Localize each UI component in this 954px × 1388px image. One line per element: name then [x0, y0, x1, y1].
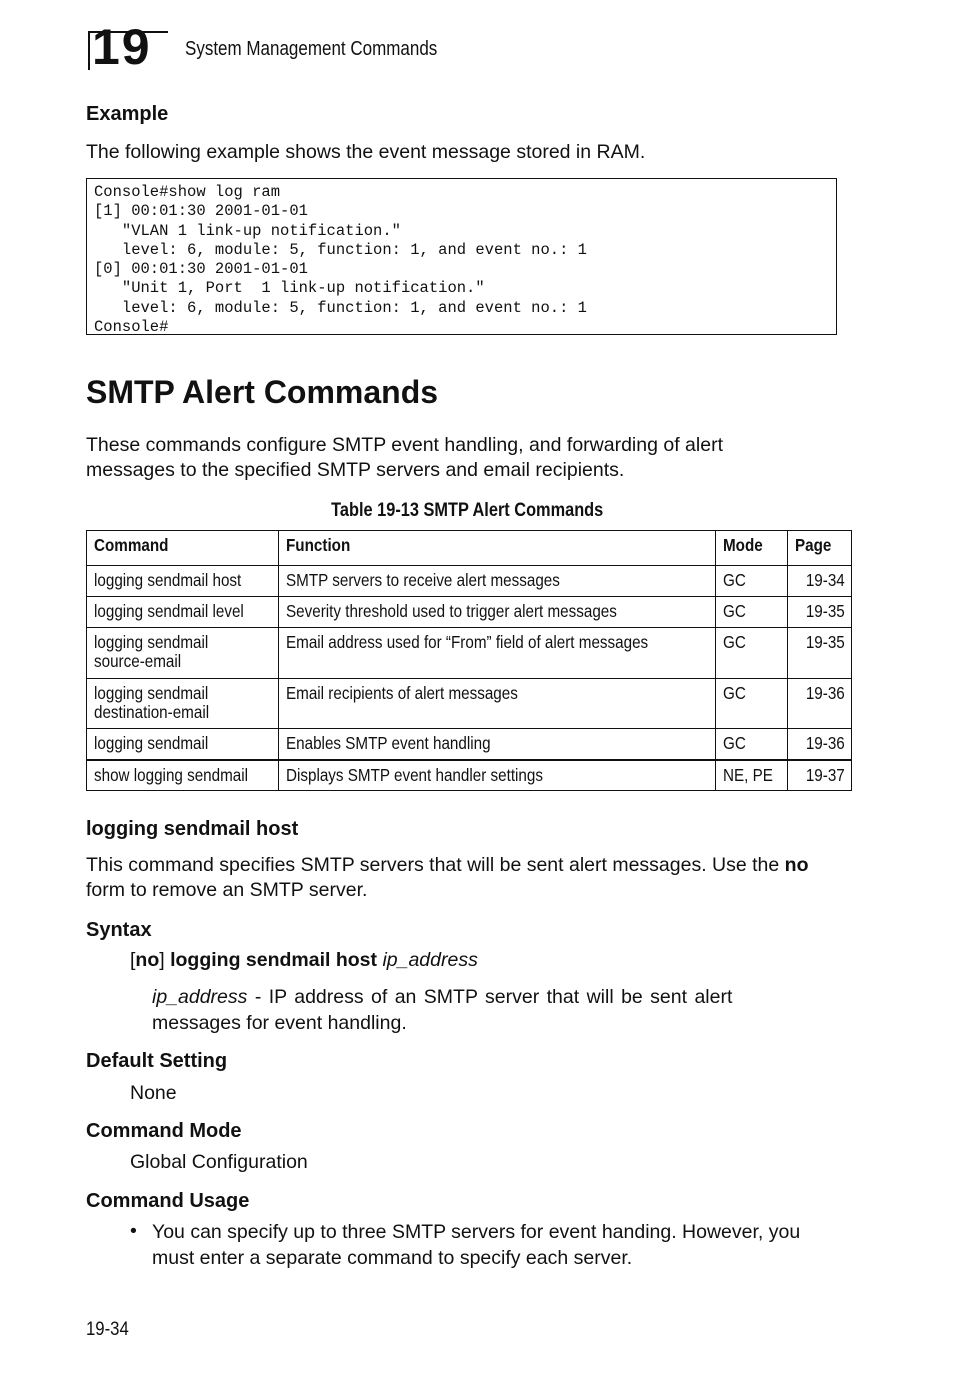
section-title: SMTP Alert Commands: [86, 374, 439, 410]
cell-mode: GC: [716, 729, 788, 760]
cell-page: 19-36: [788, 729, 852, 760]
example-intro: The following example shows the event message stored in RAM.: [86, 141, 646, 163]
syntax-command: logging sendmail host: [170, 949, 378, 971]
example-heading: Example: [86, 103, 169, 125]
cell-command: logging sendmail level: [87, 597, 279, 628]
code-block: [86, 178, 837, 335]
cell-function: Severity threshold used to trigger alert messages: [279, 597, 716, 628]
table-row: [87, 760, 852, 791]
table-caption-text: Table 19-13 SMTP Alert Commands: [330, 500, 604, 521]
cell-command: logging sendmail host: [87, 566, 279, 597]
page-number: 19-34: [86, 1319, 129, 1340]
syntax-param: ip_address: [382, 949, 478, 971]
code-line: "VLAN 1 link-up notification.": [94, 221, 401, 240]
cell-mode: GC: [716, 679, 788, 729]
cell-command: logging sendmail destination-email: [87, 679, 279, 729]
table-row: [87, 729, 852, 760]
param-name: ip_address: [152, 986, 248, 1008]
cell-function: Enables SMTP event handling: [279, 729, 716, 760]
table-row: [87, 597, 852, 628]
default-heading: Default Setting: [86, 1050, 228, 1072]
table-row: [87, 628, 852, 679]
desc-bold-no: no: [784, 854, 809, 876]
table-caption: [0, 500, 934, 522]
cell-function: SMTP servers to receive alert messages: [279, 566, 716, 597]
cell-function: Email recipients of alert messages: [279, 679, 716, 729]
param-desc: - IP address of an SMTP server that will be sent alert: [247, 986, 733, 1008]
header-function: Function: [279, 531, 716, 566]
cell-command: logging sendmail source-email: [87, 628, 279, 679]
section-intro-line-1: These commands configure SMTP event handling, and forwarding of alert: [86, 434, 723, 456]
cell-mode: GC: [716, 566, 788, 597]
cell-command: logging sendmail: [87, 729, 279, 760]
cell-function: Displays SMTP event handler settings: [279, 760, 716, 791]
cell-page: 19-37: [788, 760, 852, 791]
cell-mode: NE, PE: [716, 760, 788, 791]
default-value: None: [130, 1082, 177, 1104]
syntax-line: [130, 948, 478, 973]
header-page: Page: [788, 531, 852, 566]
cell-mode: GC: [716, 628, 788, 679]
syntax-heading: Syntax: [86, 919, 152, 941]
syntax-bracket-close: ]: [159, 949, 171, 971]
subsection-desc-line-2: form to remove an SMTP server.: [86, 879, 368, 901]
chapter-number: 19: [92, 19, 152, 75]
mode-heading: Command Mode: [86, 1120, 242, 1142]
syntax-bracket-open: [: [130, 949, 136, 971]
table-header-row: [87, 531, 852, 566]
section-intro-line-2: messages to the specified SMTP servers and email recipients.: [86, 459, 625, 481]
chapter-title: System Management Commands: [185, 38, 438, 60]
cell-command: show logging sendmail: [87, 760, 279, 791]
cell-mode: GC: [716, 597, 788, 628]
param-desc-line-2: messages for event handling.: [152, 1012, 407, 1034]
usage-heading: Command Usage: [86, 1190, 250, 1212]
cell-function: Email address used for “From” field of alert messages: [279, 628, 716, 679]
subsection-desc-line-1: [86, 853, 809, 878]
cell-page: 19-36: [788, 679, 852, 729]
usage-bullet: •: [130, 1220, 137, 1242]
cell-page: 19-34: [788, 566, 852, 597]
code-line: level: 6, module: 5, function: 1, and event no.: 1: [94, 298, 587, 317]
usage-line-2: must enter a separate command to specify each server.: [152, 1247, 633, 1269]
subsection-title: logging sendmail host: [86, 818, 299, 840]
header-command: Command: [87, 531, 279, 566]
code-line: Console#: [94, 318, 169, 337]
cell-page: 19-35: [788, 597, 852, 628]
cell-page: 19-35: [788, 628, 852, 679]
table-row: [87, 566, 852, 597]
param-desc-line-1: [152, 985, 732, 1010]
syntax-no: no: [135, 949, 160, 971]
mode-value: Global Configuration: [130, 1151, 308, 1173]
code-line: Console#show log ram: [94, 183, 281, 201]
header-mode: Mode: [716, 531, 788, 566]
desc-text: This command specifies SMTP servers that will be sent alert messages. Use the: [86, 854, 785, 876]
code-line: [0] 00:01:30 2001-01-01: [94, 260, 308, 279]
smtp-commands-table: [86, 530, 852, 791]
code-line: "Unit 1, Port 1 link-up notification.": [94, 279, 485, 298]
usage-line-1: You can specify up to three SMTP servers for event handing. However, you: [152, 1221, 801, 1243]
code-line: level: 6, module: 5, function: 1, and event no.: 1: [94, 240, 587, 259]
table-row: [87, 679, 852, 729]
code-line: [1] 00:01:30 2001-01-01: [94, 202, 308, 221]
